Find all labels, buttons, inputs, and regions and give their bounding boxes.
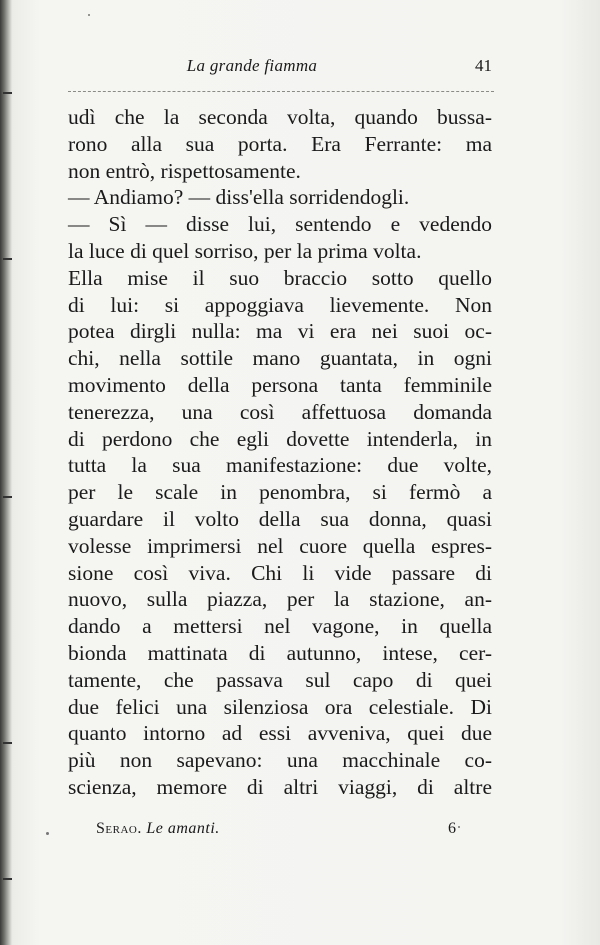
text-line: movimento della persona tanta femminile	[68, 372, 492, 397]
text-line: quanto intorno ad essi avveniva, quei due	[68, 721, 492, 746]
text-line: rono alla sua porta. Era Ferrante: ma	[68, 131, 492, 156]
header-rule	[68, 91, 494, 92]
paper-speck	[458, 826, 460, 828]
text-line: Ella mise il suo braccio sotto quello	[68, 265, 492, 290]
binding-mark	[3, 496, 12, 498]
text-line: chi, nella sottile mano guantata, in ogni	[68, 346, 492, 371]
text-line: per le scale in penombra, si fermò a	[68, 480, 492, 505]
paper-speck	[88, 14, 90, 16]
signature-mark	[96, 820, 220, 838]
binding-mark	[3, 742, 12, 744]
text-line: la luce di quel sorriso, per la prima volta.	[68, 238, 422, 263]
text-line: guardare il volto della sua donna, quasi	[68, 506, 492, 531]
text-line: di perdono che egli dovette intenderla, in	[68, 426, 492, 451]
signature-footer	[96, 820, 474, 846]
signature-number: 6	[448, 820, 456, 837]
text-line: nuovo, sulla piazza, per la stazione, an-	[68, 587, 492, 612]
text-line: udì che la seconda volta, quando bussa-	[68, 105, 492, 129]
running-title: La grande fiamma	[186, 56, 318, 75]
binding-mark	[3, 258, 12, 260]
text-line: tamente, che passava sul capo di quei	[68, 667, 492, 692]
footer-work-title: Le amanti.	[146, 820, 220, 837]
text-line: di lui: si appoggiava lievemente. Non	[68, 292, 492, 317]
binding-mark	[3, 878, 12, 880]
text-line: dando a mettersi nel vagone, in quella	[68, 614, 492, 639]
text-line: — Sì — disse lui, sentendo e vedendo	[68, 212, 492, 237]
text-line: tutta la sua manifestazione: due volte,	[68, 453, 492, 478]
text-line: più non sapevano: una macchinale co-	[68, 748, 492, 773]
text-line: due felici una silenziosa ora celestiale. Di	[68, 694, 492, 719]
body-text	[68, 104, 492, 801]
footer-author: Serao.	[96, 820, 142, 837]
text-line: — Andiamo? — diss'ella sorridendogli.	[68, 185, 410, 210]
text-line: scienza, memore di altri viaggi, di altre	[68, 774, 492, 799]
text-line: bionda mattinata di autunno, intese, cer-	[68, 640, 492, 665]
binding-mark	[3, 92, 12, 94]
text-line: tenerezza, una così affettuosa domanda	[68, 399, 492, 424]
running-head	[66, 56, 496, 88]
text-line: sione così viva. Chi li vide passare di	[68, 560, 492, 585]
page-binding-edge	[0, 0, 12, 945]
page-number: 41	[475, 56, 492, 75]
text-line: volesse imprimersi nel cuore quella espres-	[68, 533, 492, 558]
text-line: non entrò, rispettosamente.	[68, 158, 301, 183]
text-line: potea dirgli nulla: ma vi era nei suoi oc-	[68, 319, 492, 344]
paper-speck	[46, 832, 49, 835]
